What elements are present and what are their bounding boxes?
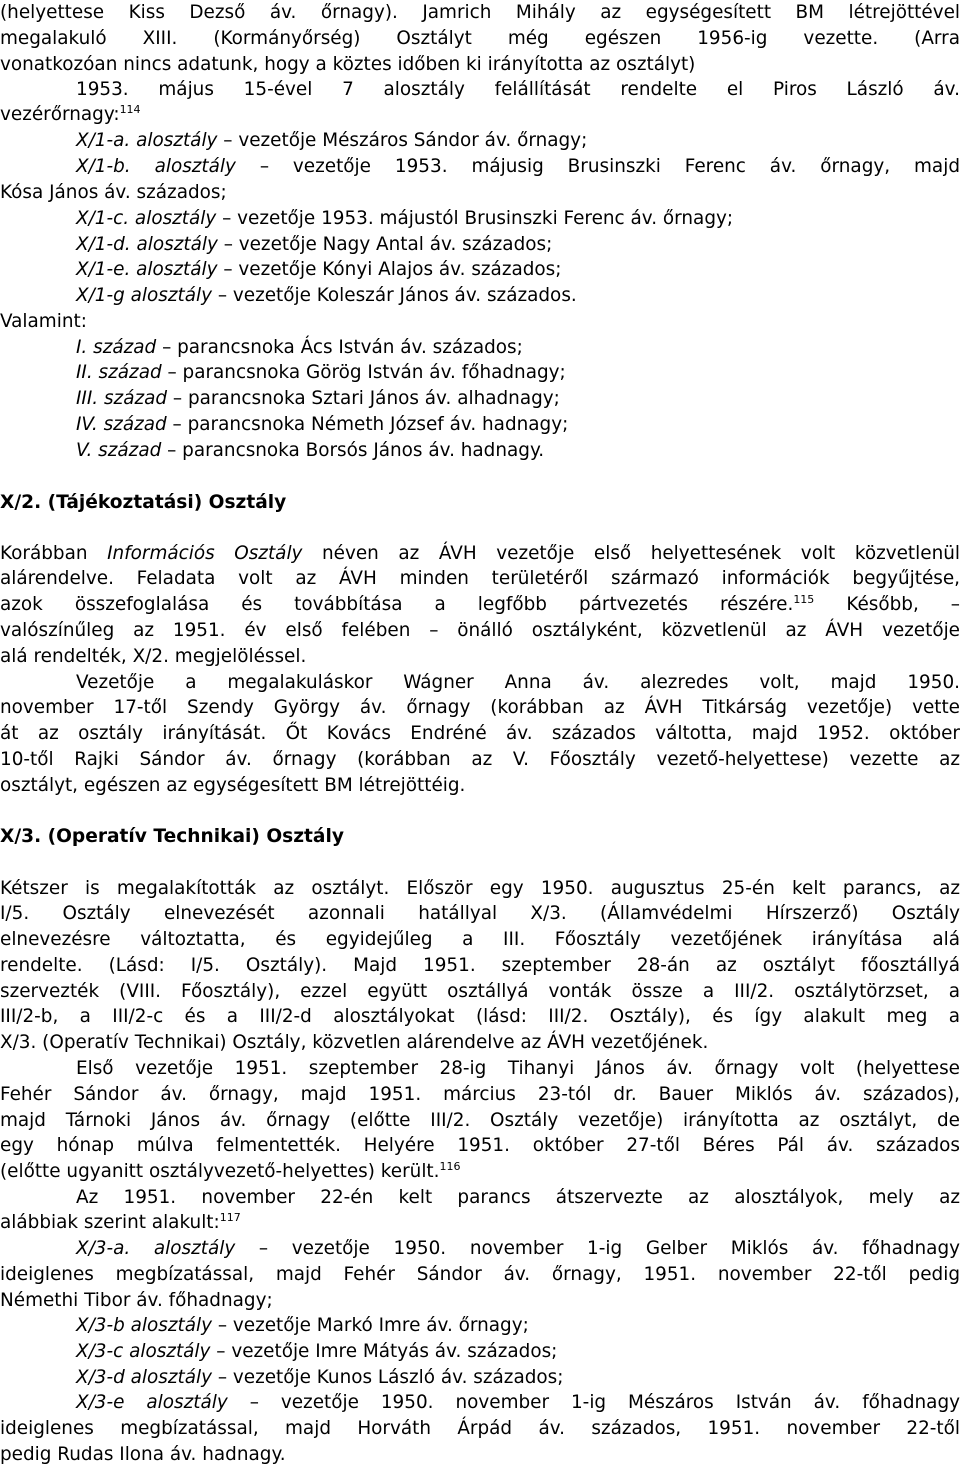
text-line (76, 1185, 960, 1211)
line-text: – vezetője Nagy Antal áv. százados; (217, 234, 553, 255)
text-line (0, 1210, 960, 1236)
line-text: Kósa János áv. százados; (0, 182, 227, 203)
text-line (0, 1262, 960, 1288)
line-text: azok összefoglalása és továbbítása a legfőbb pártvezetés részére. (0, 594, 794, 615)
line-text: I/5. Osztály elnevezését azonnali hatállyal X/3. (Államvédelmi Hírszerző) Osztály (0, 903, 960, 924)
text-line (0, 52, 960, 78)
italic-label: X/3-a. alosztály (76, 1238, 236, 1259)
text-line (0, 644, 960, 670)
text-line (76, 1365, 960, 1391)
line-text: – parancsnoka Borsós János áv. hadnagy. (161, 440, 545, 461)
line-text: alárendelve. Feladata volt az ÁVH minden területéről származó információk begyűjtése, (0, 568, 960, 589)
footnote-marker: 116 (439, 1160, 461, 1173)
line-text: alá rendelték, X/2. megjelöléssel. (0, 646, 307, 667)
text-line (76, 154, 960, 180)
text-line (76, 1339, 960, 1365)
line-text: X/3. (Operatív Technikai) Osztály (0, 826, 344, 847)
line-text: 10-től Rajki Sándor áv. őrnagy (korábban az V. Főosztály vezető-helyettese) vezette az (0, 749, 960, 770)
text-line (76, 670, 960, 696)
section-heading (0, 490, 960, 516)
line-text: Némethi Tibor áv. főhadnagy; (0, 1290, 273, 1311)
line-text: alábbiak szerint alakult: (0, 1212, 220, 1233)
text-line (76, 257, 960, 283)
line-text: osztályt, egészen az egységesített BM létrejöttéig. (0, 775, 466, 796)
line-text: Kétszer is megalakították az osztályt. Először egy 1950. augusztus 25-én kelt parancs, az (0, 878, 960, 899)
text-line (0, 1133, 960, 1159)
line-text: (előtte ugyanitt osztályvezető-helyettes) került. (0, 1161, 440, 1182)
line-text: vezérőrnagy: (0, 104, 120, 125)
line-text: Vezetője a megalakuláskor Wágner Anna áv. alezredes volt, majd 1950. (76, 672, 960, 693)
text-line (0, 592, 960, 618)
line-text: – parancsnoka Ács István áv. százados; (156, 337, 523, 358)
line-text: – vezetője Imre Mátyás áv. százados; (210, 1341, 558, 1362)
text-line (0, 747, 960, 773)
text-line (0, 1416, 960, 1442)
italic-label: X/1-e. alosztály (76, 259, 218, 280)
italic-label: IV. század (76, 414, 167, 435)
line-text: – vezetője 1950. november 1-ig Gelber Miklós áv. főhadnagy (235, 1238, 960, 1259)
text-line (0, 618, 960, 644)
line-text: – vezetője 1953. májusig Brusinszki Ferenc áv. őrnagy, majd (235, 156, 960, 177)
text-line (76, 335, 960, 361)
line-text: Később, – (814, 594, 960, 615)
line-text: megalakuló XIII. (Kormányőrség) Osztályt még egészen 1956-ig vezette. (Arra (0, 28, 960, 49)
italic-label: II. század (76, 362, 162, 383)
text-line (0, 1108, 960, 1134)
text-line (0, 1004, 960, 1030)
text-line (0, 1082, 960, 1108)
line-text: – parancsnoka Sztari János áv. alhadnagy; (167, 388, 560, 409)
text-line (76, 1236, 960, 1262)
text-line (0, 566, 960, 592)
text-line (0, 180, 960, 206)
italic-label: I. század (76, 337, 157, 358)
italic-label: X/1-d. alosztály (76, 234, 218, 255)
line-text: szervezték (VIII. Főosztály), ezzel együtt osztállyá vonták össze a III/2. osztálytörzset, a (0, 981, 960, 1002)
text-line (0, 979, 960, 1005)
line-text: – vezetője Kónyi Alajos áv. százados; (217, 259, 562, 280)
italic-label: X/3-c alosztály (76, 1341, 211, 1362)
line-text: Az 1951. november 22-én kelt parancs átszervezte az alosztályok, mely az (76, 1187, 960, 1208)
text-line (0, 1288, 960, 1314)
line-text: – vezetője Markó Imre áv. őrnagy; (212, 1315, 529, 1336)
text-line (76, 412, 960, 438)
italic-label: X/1-b. alosztály (76, 156, 236, 177)
text-line (76, 77, 960, 103)
text-line (0, 901, 960, 927)
line-text: – vezetője Koleszár János áv. százados. (212, 285, 577, 306)
footnote-marker: 114 (119, 103, 141, 116)
italic-label: V. század (76, 440, 162, 461)
line-text: ideiglenes megbízatással, majd Horváth Árpád áv. százados, 1951. november 22-től (0, 1418, 960, 1439)
text-line (76, 386, 960, 412)
line-text: pedig Rudas Ilona áv. hadnagy. (0, 1444, 286, 1465)
text-line (0, 541, 960, 567)
italic-label: X/3-e alosztály (76, 1392, 228, 1413)
text-line (0, 876, 960, 902)
text-line (76, 1390, 960, 1416)
italic-label: X/3-b alosztály (76, 1315, 212, 1336)
line-text: Fehér Sándor áv. őrnagy, majd 1951. március 23-tól dr. Bauer Miklós áv. százados), (0, 1084, 960, 1105)
line-text: majd Tárnoki János áv. őrnagy (előtte III/2. Osztály vezetője) irányította az osztályt, de (0, 1110, 960, 1131)
line-text: 1953. május 15-ével 7 alosztály felállítását rendelte el Piros László áv. (76, 79, 960, 100)
line-text: Valamint: (0, 311, 87, 332)
line-text: egy hónap múlva felmentették. Helyére 1951. október 27-től Béres Pál áv. százados (0, 1135, 960, 1156)
italic-label: III. század (76, 388, 168, 409)
text-line (0, 1159, 960, 1185)
section-heading (0, 824, 960, 850)
line-text: III/2-b, a III/2-c és a III/2-d alosztályokat (lásd: III/2. Osztály), és így alakult meg a (0, 1006, 960, 1027)
text-line (0, 953, 960, 979)
line-text: (helyettese Kiss Dezső áv. őrnagy). Jamrich Mihály az egységesített BM létrejöttével (0, 2, 960, 23)
text-line (0, 0, 960, 26)
text-line (0, 927, 960, 953)
line-text: néven az ÁVH vezetője első helyettesének volt közvetlenül (302, 543, 960, 564)
text-line (76, 438, 960, 464)
line-text: át az osztály irányítását. Őt Kovács Endréné áv. százados váltotta, majd 1952. október (0, 723, 960, 744)
text-line (0, 773, 960, 799)
text-line (76, 283, 960, 309)
line-text: – vezetője Kunos László áv. százados; (212, 1367, 564, 1388)
line-text: X/2. (Tájékoztatási) Osztály (0, 492, 287, 513)
text-line (76, 232, 960, 258)
line-text: ideiglenes megbízatással, majd Fehér Sándor áv. őrnagy, 1951. november 22-től pedig (0, 1264, 960, 1285)
italic-label: X/1-c. alosztály (76, 208, 217, 229)
text-line (0, 309, 960, 335)
line-text: november 17-től Szendy György áv. őrnagy (korábban az ÁVH Titkárság vezetője) vette (0, 697, 960, 718)
line-text: – vezetője 1953. májustól Brusinszki Ferenc áv. őrnagy; (216, 208, 734, 229)
line-text: elnevezésre változtatta, és egyidejűleg a III. Főosztály vezetőjének irányítása alá (0, 929, 960, 950)
text-line (76, 1313, 960, 1339)
text-line (76, 1056, 960, 1082)
text-line (0, 26, 960, 52)
italic-label: X/1-a. alosztály (76, 130, 218, 151)
italic-label: X/3-d alosztály (76, 1367, 212, 1388)
line-text: rendelte. (Lásd: I/5. Osztály). Majd 1951. szeptember 28-án az osztályt főosztállyá (0, 955, 960, 976)
line-text: valószínűleg az 1951. év első felében – önálló osztályként, közvetlenül az ÁVH vezetője (0, 620, 960, 641)
footnote-marker: 115 (793, 593, 815, 606)
text-line (76, 206, 960, 232)
line-text: – vezetője Mészáros Sándor áv. őrnagy; (217, 130, 588, 151)
text-line (0, 695, 960, 721)
text-line (0, 1030, 960, 1056)
line-text: X/3. (Operatív Technikai) Osztály, közvetlen alárendelve az ÁVH vezetőjének. (0, 1032, 709, 1053)
text-line (76, 360, 960, 386)
italic-term: Információs Osztály (107, 543, 303, 564)
line-text: Korábban (0, 543, 108, 564)
line-text: vonatkozóan nincs adatunk, hogy a köztes időben ki irányította az osztályt) (0, 54, 696, 75)
text-line (0, 721, 960, 747)
text-line (76, 128, 960, 154)
text-line (0, 102, 960, 128)
line-text: Első vezetője 1951. szeptember 28-ig Tihanyi János áv. őrnagy volt (helyettese (76, 1058, 960, 1079)
footnote-marker: 117 (219, 1211, 241, 1224)
line-text: – vezetője 1950. november 1-ig Mészáros István áv. főhadnagy (227, 1392, 960, 1413)
italic-label: X/1-g alosztály (76, 285, 212, 306)
text-line (0, 1442, 960, 1468)
line-text: – parancsnoka Németh József áv. hadnagy; (166, 414, 569, 435)
line-text: – parancsnoka Görög István áv. főhadnagy; (161, 362, 566, 383)
